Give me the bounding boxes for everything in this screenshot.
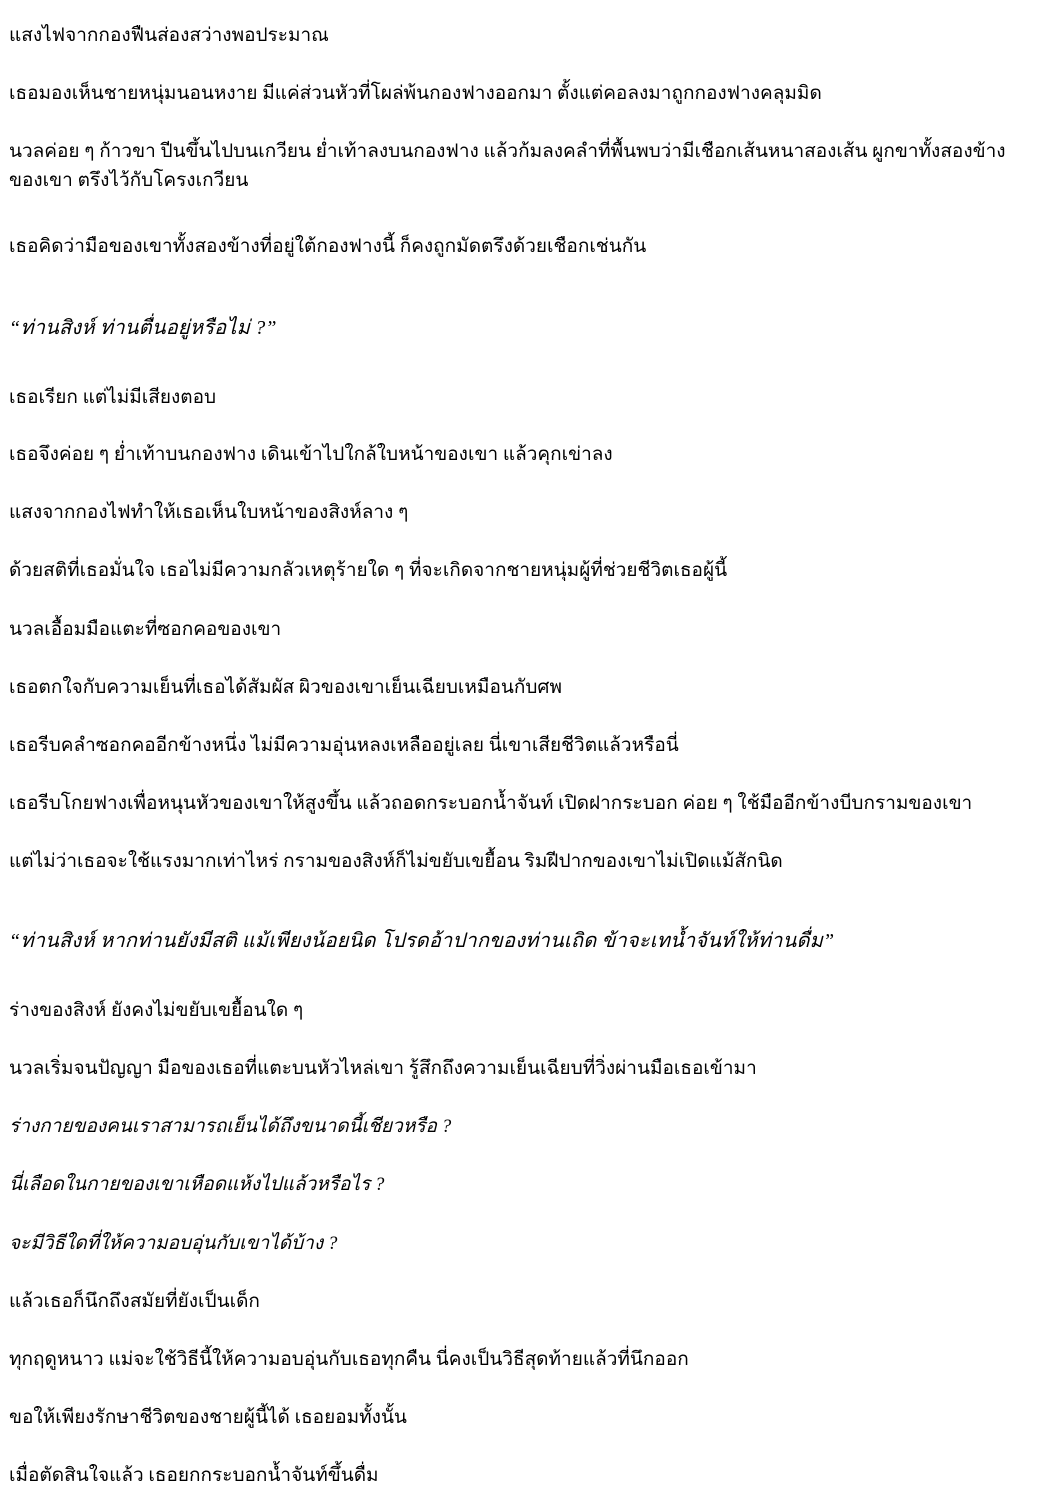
paragraph-8: ด้วยสติที่เธอมั่นใจ เธอไม่มีความกลัวเหตุร้ายใด ๆ ที่จะเกิดจากชายหนุ่มผู้ที่ช่วยชีวิตเธอผู้นี้: [9, 560, 728, 581]
paragraph-13: แต่ไม่ว่าเธอจะใช้แรงมากเท่าไหร่ กรามของสิงห์ก็ไม่ขยับเขยื้อน ริมฝีปากของเขาไม่เปิดแม้สักนิด: [9, 851, 783, 872]
paragraph-5: เธอเรียก แต่ไม่มีเสียงตอบ: [9, 387, 217, 408]
paragraph-11: เธอรีบคลำซอกคออีกข้างหนึ่ง ไม่มีความอุ่นหลงเหลืออยู่เลย นี่เขาเสียชีวิตแล้วหรือนี่: [9, 735, 679, 756]
paragraph-15: นวลเริ่มจนปัญญา มือของเธอที่แตะบนหัวไหล่เขา รู้สึกถึงความเย็นเฉียบที่วิ่งผ่านมือเธอเข้ามา: [9, 1058, 757, 1079]
paragraph-9: นวลเอื้อมมือแตะที่ซอกคอของเขา: [9, 619, 282, 640]
paragraph-12: เธอรีบโกยฟางเพื่อหนุนหัวของเขาให้สูงขึ้น แล้วถอดกระบอกน้ำจันท์ เปิดฝากระบอก ค่อย ๆ ใช้มืออีกข้างบีบกรามของเขา: [9, 793, 973, 814]
paragraph-10: เธอตกใจกับความเย็นที่เธอได้สัมผัส ผิวของเขาเย็นเฉียบเหมือนกับศพ: [9, 677, 562, 698]
paragraph-19: เมื่อตัดสินใจแล้ว เธอยกกระบอกน้ำจันท์ขึ้นดื่ม: [9, 1465, 379, 1486]
thought-1: ร่างกายของคนเราสามารถเย็นได้ถึงขนาดนี้เชียวหรือ ?: [9, 1116, 452, 1137]
paragraph-18: ขอให้เพียงรักษาชีวิตของชายผู้นี้ได้ เธอยอมทั้งนั้น: [9, 1407, 407, 1428]
thought-2: นี่เลือดในกายของเขาเหือดแห้งไปแล้วหรือไร ?: [9, 1174, 385, 1195]
paragraph-6: เธอจึงค่อย ๆ ย่ำเท้าบนกองฟาง เดินเข้าไปใกล้ใบหน้าของเขา แล้วคุกเข่าลง: [9, 444, 613, 465]
paragraph-17: ทุกฤดูหนาว แม่จะใช้วิธีนี้ให้ความอบอุ่นกับเธอทุกคืน นี่คงเป็นวิธีสุดท้ายแล้วที่นึกออก: [9, 1349, 689, 1370]
paragraph-7: แสงจากกองไฟทำให้เธอเห็นใบหน้าของสิงห์ลาง ๆ: [9, 502, 409, 523]
dialogue-1: “ท่านสิงห์ ท่านตื่นอยู่หรือไม่ ?”: [9, 317, 277, 339]
paragraph-3: นวลค่อย ๆ ก้าวขา ปีนขึ้นไปบนเกวียน ย่ำเท้าลงบนกองฟาง แล้วก้มลงคลำที่พื้นพบว่ามีเชือกเส้นหนาสองเส้น ผูกขาทั้งสองข้างของเขา ตรึงไว้กับโครงเกวียน: [9, 141, 1006, 191]
thought-3: จะมีวิธีใดที่ให้ความอบอุ่นกับเขาได้บ้าง ?: [9, 1233, 338, 1254]
paragraph-1: แสงไฟจากกองฟืนส่องสว่างพอประมาณ: [9, 25, 329, 46]
paragraph-16: แล้วเธอก็นึกถึงสมัยที่ยังเป็นเด็ก: [9, 1291, 260, 1312]
dialogue-2: “ท่านสิงห์ หากท่านยังมีสติ แม้เพียงน้อยนิด โปรดอ้าปากของท่านเถิด ข้าจะเทน้ำจันท์ให้ท่านดื่ม”: [9, 930, 835, 952]
paragraph-14: ร่างของสิงห์ ยังคงไม่ขยับเขยื้อนใด ๆ: [9, 1000, 304, 1021]
paragraph-2: เธอมองเห็นชายหนุ่มนอนหงาย มีแค่ส่วนหัวที่โผล่พ้นกองฟางออกมา ตั้งแต่คอลงมาถูกกองฟางคลุมมิด: [9, 83, 822, 104]
paragraph-4: เธอคิดว่ามือของเขาทั้งสองข้างที่อยู่ใต้กองฟางนี้ ก็คงถูกมัดตรึงด้วยเชือกเช่นกัน: [9, 236, 647, 257]
